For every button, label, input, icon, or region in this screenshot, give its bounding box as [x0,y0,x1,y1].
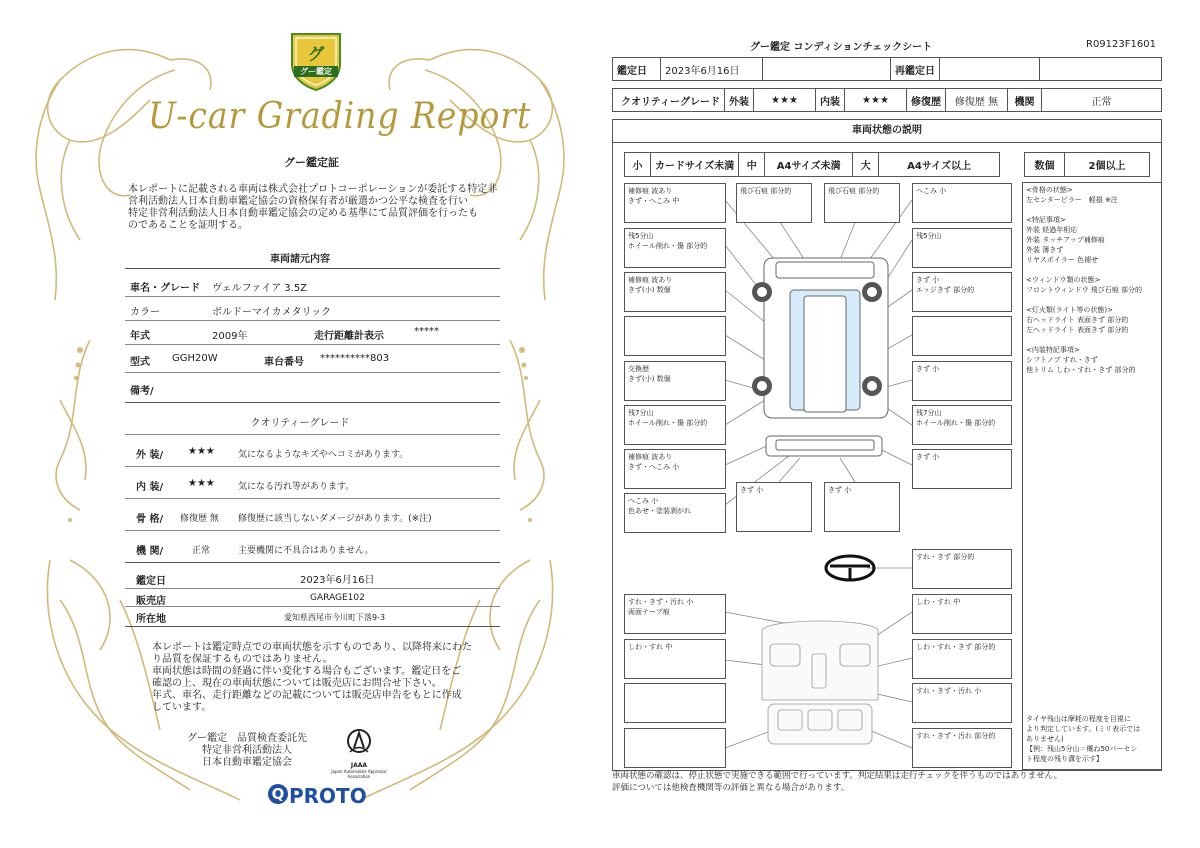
divider [125,498,500,499]
engine-grade: 正常 [192,546,211,556]
label-line: 残7分山 [628,409,654,417]
exterior-value: ★★★ [754,89,816,112]
label-interior-right-4 [912,728,1012,768]
divider [125,606,500,607]
dealer-label: 販売店 [136,596,166,607]
label-line: 補修痕 波あり [628,453,673,461]
divider [125,466,500,467]
certificate-heading: グー鑑定証 [284,156,339,169]
label-line: きず 小 [740,486,764,494]
note-line: <内装特記事項> [1026,346,1080,354]
label-front-right [912,183,1012,223]
label-line: 残5分山 [628,232,654,240]
count-value: 2個以上 [1065,153,1150,177]
grade-label: クオリティーグレード [613,89,725,112]
sig-line: 特定非営利活動法人 [202,745,292,756]
label-interior-right-2 [912,639,1012,679]
name-label: 車名・グレード [130,283,200,294]
signature-block [178,733,316,769]
divider [125,320,500,321]
divider [125,296,500,297]
interior-comment: 気になる汚れ等があります。 [238,482,355,492]
tire-note-line: ありません) [1026,735,1064,743]
label-right-5 [912,361,1012,401]
note-line: <灯火類(ライト等の状態)> [1026,306,1113,314]
label-left-3 [624,272,726,312]
condition-check-sheet [600,0,1200,848]
label-line: すれ・きず 部分的 [916,553,975,561]
label-right-7 [912,449,1012,489]
note-line: 年式、車名、走行距離などの記載については販売店申告をもとに作成 [152,690,462,701]
label-line: 両面テープ痕 [628,608,670,616]
reappraisal-label: 再鑑定日 [891,58,940,81]
exterior-label: 外装 [725,89,754,112]
label-line: きず・へこみ 中 [628,197,680,205]
size-large: 大 [853,153,879,177]
label-steering [912,549,1012,589]
intro-line: のであることを証明する。 [128,220,248,231]
label-interior-left-3 [624,683,726,723]
label-line: ホイール削れ・傷 部分的 [628,419,708,427]
jaaa-name: JAAA [350,762,368,769]
footer-line: 評価については他検査機関等の評価と異なる場合があります。 [612,783,850,793]
note-line: シフトノブ すれ・きず [1026,356,1098,364]
intro-text [128,184,506,232]
appraisal-date-label: 鑑定日 [136,576,166,587]
label-line: 残5分山 [916,232,942,240]
model-value: GGH20W [172,353,218,364]
footer-note [612,770,1172,794]
label-interior-right-3 [912,683,1012,723]
divider [125,344,500,345]
label-line: しわ・すれ 中 [916,598,961,606]
year-label: 年式 [130,331,150,342]
note-line: 外装 薄きず [1026,246,1064,254]
color-label: カラー [130,307,160,318]
label-left-2 [624,228,726,268]
reappraisal-value [940,58,1040,81]
sig-line: 日本自動車鑑定協会 [202,757,292,768]
label-line: しわ・すれ・きず 部分的 [916,643,996,651]
size-medium-desc: A4サイズ未満 [765,153,853,177]
dealer-value: GARAGE102 [310,593,365,603]
label-left-4 [624,316,726,356]
mileage-value: ***** [414,326,439,337]
notes-column [1022,182,1162,770]
intro-line: 本レポートに記載される車両は株式会社プロトコーポレーションが委託する特定非 [128,184,498,195]
date-blank [763,58,891,81]
note-line: しています。 [152,702,212,713]
note-line: 確認の上、現在の車両状態については販売店にお問合せ下さい。 [152,678,442,689]
label-line: きず 小 [916,365,940,373]
label-interior-right-1 [912,594,1012,634]
interior-grade: ★★★ [188,478,215,489]
label-line: きず 小 [828,486,852,494]
label-line: 補修痕 波あり [628,187,673,195]
note-line: り品質を保証するものではありません。 [152,654,333,665]
address-value: 愛知県西尾市今川町下落9-3 [284,613,386,622]
size-small-desc: カードサイズ未満 [651,153,739,177]
exterior-label: 外 装/ [136,450,164,461]
goo-shield-icon [286,30,346,92]
label-line: へこみ 小 [628,497,659,505]
exterior-comment: 気になるようなキズやヘコミがあります。 [238,450,409,460]
logo-text: グー鑑定 [300,67,332,76]
label-line: すれ・きず・汚れ 小 [628,598,694,606]
divider [125,562,500,563]
state-heading: 車両状態の説明 [852,125,922,136]
proto-text: PROTO [289,784,367,808]
quality-heading: クオリティーグレード [250,418,350,429]
label-right-2 [912,228,1012,268]
label-rear-1 [736,482,812,532]
label-line: 残7分山 [916,409,942,417]
appraisal-date-value: 2023年6月16日 [300,575,375,586]
label-interior-left-1 [624,594,726,634]
label-line: しわ・すれ 中 [628,643,673,651]
count-table [1024,152,1150,177]
interior-label: 内装 [816,89,845,112]
label-left-5 [624,361,726,401]
specs-heading: 車両諸元内容 [270,254,330,265]
date-value: 2023年6月16日 [661,58,763,81]
note-line: フロントウィンドウ 飛び石痕 部分的 [1026,286,1143,294]
intro-line: 特定非営利活動法人日本自動車鑑定協会の定める基準にて品質評価を行ったも [128,208,478,219]
label-top-1 [736,183,812,223]
color-value: ボルドーマイカメタリック [212,307,332,318]
divider [125,434,500,435]
size-large-desc: A4サイズ以上 [879,153,1000,177]
note-line: リヤスポイラー 色褪せ [1026,256,1098,264]
note-line: <特記事項> [1026,216,1066,224]
exterior-grade: ★★★ [188,446,215,457]
divider [125,268,500,269]
interior-value: ★★★ [845,89,907,112]
note-line: 左ヘッドライト 表面きず 部分的 [1026,326,1129,334]
state-heading-box [612,119,1162,143]
label-line: ホイール削れ・傷 部分的 [916,419,996,427]
frame-grade: 修復歴 無 [180,514,219,524]
label-line: 飛び石痕 部分的 [828,187,880,195]
tire-note-line: より判定しています。(ミリ表示では [1026,725,1141,733]
label-front-left [624,183,726,223]
divider [125,588,500,589]
grade-table [612,88,1162,112]
label-left-6 [624,405,726,445]
label-interior-left-4 [624,728,726,768]
label-line: 飛び石痕 部分的 [740,187,792,195]
note-line: <ウィンドウ類の状態> [1026,276,1101,284]
remarks-label: 備考/ [130,386,154,397]
repair-value: 修復歴 無 [946,89,1008,112]
count-label: 数個 [1025,153,1065,177]
sheet-code: R09123F1601 [1086,39,1156,50]
disclaimer-notes [152,642,488,714]
size-table [624,152,1000,177]
proto-logo [268,784,367,808]
label-line: きず(小) 数個 [628,375,671,383]
divider [125,372,500,373]
engine-label: 機 関/ [136,546,164,557]
label-right-3 [912,272,1012,312]
chassis-label: 車台番号 [264,357,304,368]
label-line: きず 小 [916,453,940,461]
label-top-2 [824,183,900,223]
date-table [612,57,1162,81]
divider [125,402,500,403]
size-small: 小 [625,153,651,177]
label-line: ホイール削れ・傷 部分的 [628,242,708,250]
label-left-8 [624,493,726,533]
intro-line: 営利活動法人日本自動車鑑定協会の資格保有者が厳選かつ公平な検査を行い [128,196,468,207]
label-line: すれ・きず・汚れ 小 [916,687,982,695]
label-line: エッジきず 部分的 [916,286,975,294]
jaaa-sub: Japan Automobile Appraisal Association [331,769,387,779]
interior-label: 内 装/ [136,482,164,493]
note-line: 左センターピラー 軽損 ※注 [1026,196,1118,204]
label-line: きず(小) 数個 [628,286,671,294]
label-line: きず・へこみ 小 [628,463,680,471]
label-line: すれ・きず・汚れ 部分的 [916,732,996,740]
date-label: 鑑定日 [613,58,661,81]
label-line: 交換歴 [628,365,649,373]
model-label: 型式 [130,357,150,368]
label-line: 補修痕 波あり [628,276,673,284]
engine-label: 機関 [1008,89,1042,112]
name-value: ヴェルファイア 3.5Z [212,283,308,294]
frame-label: 骨 格/ [136,514,164,525]
engine-comment: 主要機関に不具合はありません。 [238,546,374,556]
sheet-title: グー鑑定 コンディションチェックシート [750,42,933,53]
reappraisal-blank [1040,58,1162,81]
chassis-value: **********803 [320,353,390,364]
note-line: 外装 経過年相応 [1026,226,1078,234]
label-interior-left-2 [624,639,726,679]
year-value: 2009年 [212,331,248,342]
jaaa-logo [322,728,396,779]
label-line: きず 小 [916,276,940,284]
repair-label: 修復歴 [907,89,946,112]
engine-value: 正常 [1042,89,1162,112]
goo-logo [286,30,346,92]
label-left-7 [624,449,726,489]
label-right-6 [912,405,1012,445]
jaaa-emblem-icon [346,728,372,756]
note-line: 右ヘッドライト 表面きず 部分的 [1026,316,1129,324]
address-label: 所在地 [136,614,166,625]
report-title: U-car Grading Report [148,96,532,137]
frame-comment: 修復歴に該当しないダメージがあります。(※注) [238,514,432,524]
note-line: 外装 タッチアップ補修痕 [1026,236,1105,244]
note-line: 他トリム しわ・すれ・きず 部分的 [1026,366,1136,374]
divider [125,626,500,627]
tire-note-line: タイヤ残山は摩耗の程度を目視に [1026,715,1131,723]
mileage-label: 走行距離計表示 [314,331,384,342]
tire-note [1026,714,1162,764]
sig-line: グー鑑定 品質検査委託先 [187,733,307,744]
label-rear-2 [824,482,900,532]
note-line: 車両状態は時間の経過に伴い変化する場合もございます。鑑定日をご [152,666,462,677]
proto-q-icon: Q [268,784,288,804]
footer-line: 車両状態の確認は、停止状態で実施できる範囲で行っています。判定結果は走行チェックを伴うものではありません。 [612,771,1063,781]
label-line: へこみ 小 [916,187,947,195]
svg-text:グ: グ [307,45,325,65]
note-line: <骨格の状態> [1026,186,1073,194]
tire-note-line: ト程度の残り溝を示す】 [1026,755,1103,763]
note-line: 本レポートは鑑定時点での車両状態を示すものであり、以降将来にわた [152,642,472,653]
tire-note-line: 【例：残山5分山＝概ね50パーセン [1026,745,1138,753]
label-line: 色あせ・塗装剥がれ [628,507,691,515]
divider [125,530,500,531]
size-medium: 中 [739,153,765,177]
label-right-4 [912,316,1012,356]
